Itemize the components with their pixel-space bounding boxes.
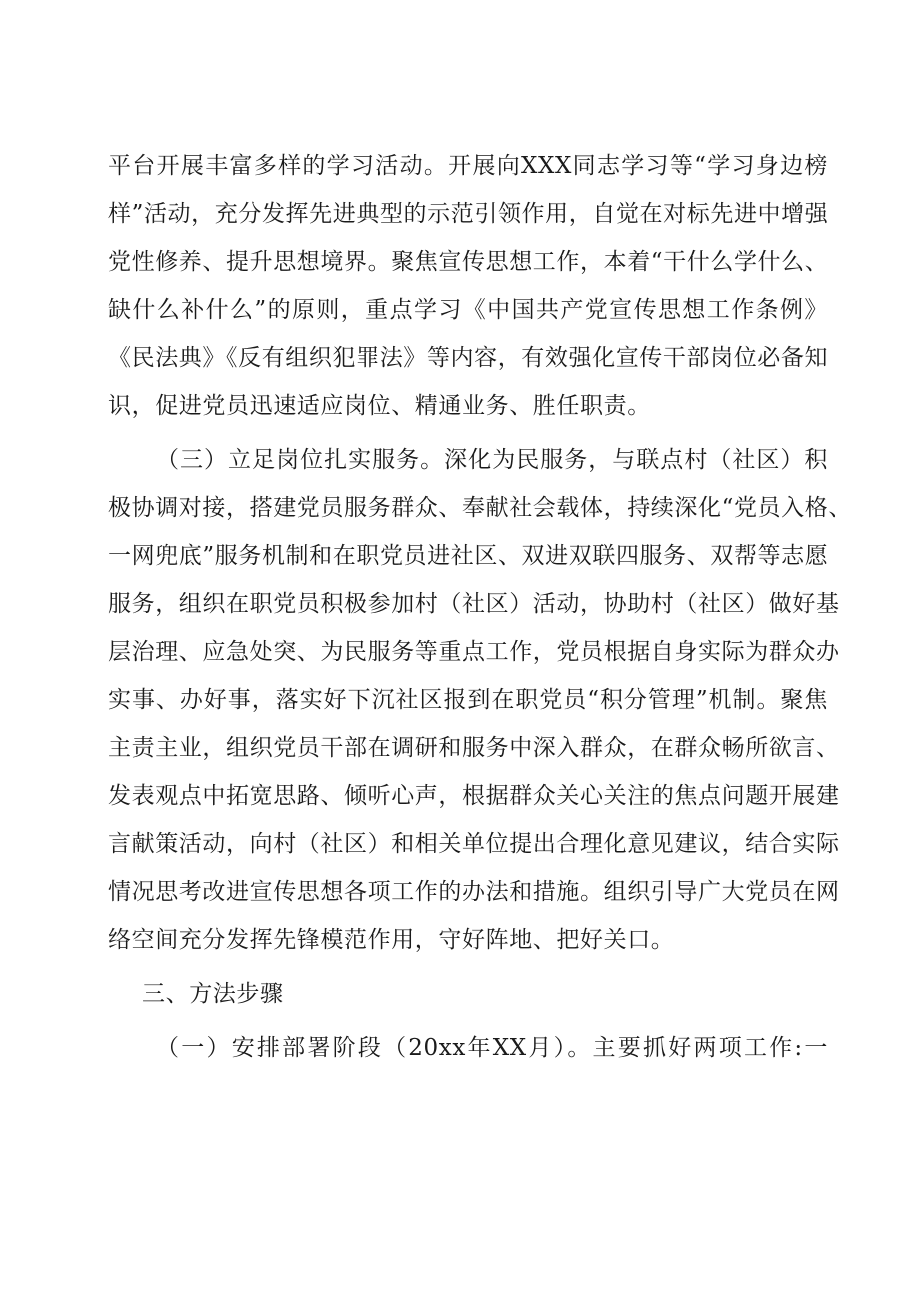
text-line: （一）安排部署阶段（20xx年XX月）。主要抓好两项工作:一 [156, 1035, 828, 1061]
section-heading: 三、方法步骤 [142, 981, 284, 1007]
text-line: 发表观点中拓宽思路、倾听心声，根据群众关心关注的焦点问题开展建 [108, 783, 840, 809]
text-line: 《民法典》《反有组织犯罪法》等内容，有效强化宣传干部岗位必备知 [108, 345, 829, 371]
text-line: 极协调对接，搭建党员服务群众、奉献社会载体，持续深化“党员入格、 [108, 495, 852, 521]
text-line: 识，促进党员迅速适应岗位、精通业务、胜任职责。 [108, 393, 651, 419]
paragraph-service [108, 436, 852, 964]
text-line: 主责主业，组织党员干部在调研和服务中深入群众，在群众畅所欲言、 [108, 735, 840, 761]
text-line: 样”活动，充分发挥先进典型的示范引领作用，自觉在对标先进中增强 [108, 201, 829, 227]
text-line: 缺什么补什么”的原则，重点学习《中国共产党宣传思想工作条例》 [108, 297, 828, 323]
text-line: （三）立足岗位扎实服务。深化为民服务，与联点村（社区）积 [156, 447, 828, 473]
text-line: 服务，组织在职党员积极参加村（社区）活动，协助村（社区）做好基 [108, 591, 840, 617]
paragraph-platform-learning [108, 142, 828, 430]
text-line: 层治理、应急处突、为民服务等重点工作，党员根据自身实际为群众办 [108, 639, 840, 665]
text-line: 平台开展丰富多样的学习活动。开展向XXX同志学习等“学习身边榜 [108, 153, 828, 179]
document-body [108, 142, 852, 1072]
text-line: 情况思考改进宣传思想各项工作的办法和措施。组织引导广大党员在网 [108, 879, 840, 905]
paragraph-deployment-stage [108, 1024, 828, 1072]
text-line: 络空间充分发挥先锋模范作用，守好阵地、把好关口。 [108, 927, 675, 953]
text-line: 言献策活动，向村（社区）和相关单位提出合理化意见建议，结合实际 [108, 831, 840, 857]
text-line: 实事、办好事，落实好下沉社区报到在职党员“积分管理”机制。聚焦 [108, 687, 828, 713]
text-line: 一网兜底”服务机制和在职党员进社区、双进双联四服务、双帮等志愿 [108, 543, 829, 569]
text-line: 党性修养、提升思想境界。聚焦宣传思想工作，本着“干什么学什么、 [108, 249, 829, 275]
